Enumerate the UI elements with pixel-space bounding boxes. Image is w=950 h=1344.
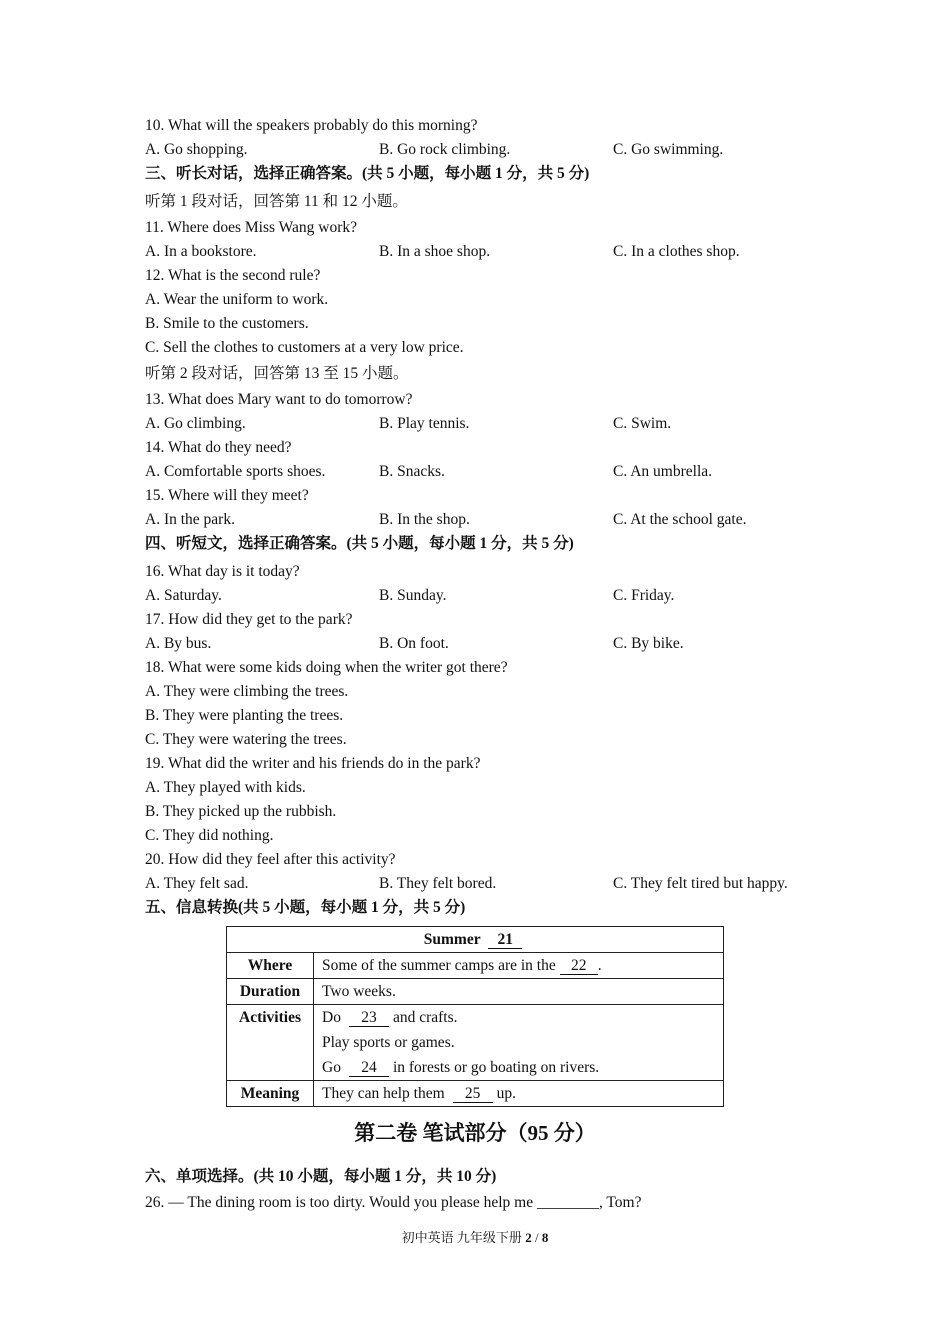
section-3-intro-1: 听第 1 段对话，回答第 11 和 12 小题。	[145, 193, 408, 210]
question-16-option-a: A. Saturday.	[145, 587, 222, 604]
question-10-option-a: A. Go shopping.	[145, 141, 248, 158]
activity-line-2: Play sports or games.	[322, 1034, 455, 1051]
section-4-title: 四、听短文，选择正确答案。(共 5 小题，每小题 1 分，共 5 分)	[145, 535, 574, 552]
activity-1-pre: Do	[322, 1009, 341, 1026]
question-17-stem: 17. How did they get to the park?	[145, 611, 353, 628]
duration-label: Duration	[227, 979, 314, 1005]
section-6-title: 六、单项选择。(共 10 小题，每小题 1 分，共 10 分)	[145, 1168, 497, 1185]
question-12-option-a: A. Wear the uniform to work.	[145, 291, 329, 308]
question-17-option-a: A. By bus.	[145, 635, 212, 652]
question-11-stem: 11. Where does Miss Wang work?	[145, 219, 357, 236]
blank-25[interactable]: 25	[453, 1085, 493, 1103]
part-2-title: 第二卷 笔试部分（95 分）	[354, 1121, 596, 1145]
meaning-cell	[314, 1081, 724, 1107]
table-row-activities	[227, 1005, 724, 1081]
question-11-option-b: B. In a shoe shop.	[379, 243, 491, 260]
question-17-option-b: B. On foot.	[379, 635, 449, 652]
question-18-option-b: B. They were planting the trees.	[145, 707, 344, 724]
question-16-option-b: B. Sunday.	[379, 587, 447, 604]
question-14-option-c: C. An umbrella.	[613, 463, 713, 480]
question-14-option-a: A. Comfortable sports shoes.	[145, 463, 326, 480]
meaning-post: up.	[496, 1085, 517, 1102]
page-footer	[0, 1229, 950, 1247]
activity-3-pre: Go	[322, 1059, 341, 1076]
footer-text: 初中英语 九年级下册	[401, 1230, 522, 1245]
table-row-duration	[227, 979, 724, 1005]
question-15-option-c: C. At the school gate.	[613, 511, 747, 528]
table-row-where	[227, 953, 724, 979]
question-16-stem: 16. What day is it today?	[145, 563, 300, 580]
blank-23[interactable]: 23	[349, 1009, 389, 1027]
question-20-option-b: B. They felt bored.	[379, 875, 497, 892]
question-10-option-c: C. Go swimming.	[613, 141, 724, 158]
question-10-option-b: B. Go rock climbing.	[379, 141, 511, 158]
question-19-stem: 19. What did the writer and his friends do in the park?	[145, 755, 481, 772]
table-title-row	[227, 927, 724, 953]
question-17-option-c: C. By bike.	[613, 635, 684, 652]
where-cell	[314, 953, 724, 979]
section-5-title: 五、信息转换(共 5 小题，每小题 1 分，共 5 分)	[145, 899, 466, 916]
question-20-option-a: A. They felt sad.	[145, 875, 249, 892]
table-title-cell	[227, 927, 724, 953]
activity-1-post: and crafts.	[392, 1009, 458, 1026]
question-11-option-a: A. In a bookstore.	[145, 243, 257, 260]
question-15-stem: 15. Where will they meet?	[145, 487, 309, 504]
where-text: Some of the summer camps are in the	[322, 957, 556, 974]
activities-cell	[314, 1005, 724, 1081]
question-20-stem: 20. How did they feel after this activity?	[145, 851, 396, 868]
activity-line-3	[322, 1055, 715, 1080]
duration-text: Two weeks.	[314, 979, 724, 1005]
question-13-stem: 13. What does Mary want to do tomorrow?	[145, 391, 413, 408]
question-14-stem: 14. What do they need?	[145, 439, 292, 456]
footer-page-number: 2	[525, 1230, 532, 1245]
question-13-option-a: A. Go climbing.	[145, 415, 246, 432]
question-12-option-c: C. Sell the clothes to customers at a very low price.	[145, 339, 464, 356]
section-3-title: 三、听长对话，选择正确答案。(共 5 小题，每小题 1 分，共 5 分)	[145, 165, 590, 182]
blank-22[interactable]: 22	[560, 957, 598, 975]
question-11-option-c: C. In a clothes shop.	[613, 243, 740, 260]
activities-label: Activities	[227, 1005, 314, 1081]
blank-24[interactable]: 24	[349, 1059, 389, 1077]
where-label: Where	[227, 953, 314, 979]
question-26-stem: 26. — The dining room is too dirty. Would you please help me ________, Tom?	[145, 1194, 642, 1211]
question-19-option-a: A. They played with kids.	[145, 779, 306, 796]
question-12-option-b: B. Smile to the customers.	[145, 315, 309, 332]
question-15-option-a: A. In the park.	[145, 511, 235, 528]
table-row-meaning	[227, 1081, 724, 1107]
footer-separator: /	[534, 1230, 539, 1245]
question-13-option-b: B. Play tennis.	[379, 415, 470, 432]
question-10-stem: 10. What will the speakers probably do this morning?	[145, 117, 478, 134]
question-16-option-c: C. Friday.	[613, 587, 675, 604]
question-18-option-c: C. They were watering the trees.	[145, 731, 347, 748]
meaning-pre: They can help them	[322, 1085, 445, 1102]
section-3-intro-2: 听第 2 段对话，回答第 13 至 15 小题。	[145, 365, 409, 382]
activity-3-post: in forests or go boating on rivers.	[392, 1059, 600, 1076]
question-12-stem: 12. What is the second rule?	[145, 267, 321, 284]
table-title: Summer	[423, 931, 481, 948]
question-13-option-c: C. Swim.	[613, 415, 672, 432]
where-end: .	[597, 957, 602, 974]
question-14-option-b: B. Snacks.	[379, 463, 445, 480]
question-18-stem: 18. What were some kids doing when the writer got there?	[145, 659, 508, 676]
question-19-option-c: C. They did nothing.	[145, 827, 274, 844]
question-20-option-c: C. They felt tired but happy.	[613, 875, 788, 892]
meaning-label: Meaning	[227, 1081, 314, 1107]
question-15-option-b: B. In the shop.	[379, 511, 470, 528]
blank-21[interactable]: 21	[488, 931, 522, 949]
information-table	[226, 926, 724, 1107]
activity-line-1	[322, 1005, 715, 1030]
question-19-option-b: B. They picked up the rubbish.	[145, 803, 337, 820]
question-18-option-a: A. They were climbing the trees.	[145, 683, 349, 700]
footer-page-total: 8	[541, 1230, 549, 1245]
